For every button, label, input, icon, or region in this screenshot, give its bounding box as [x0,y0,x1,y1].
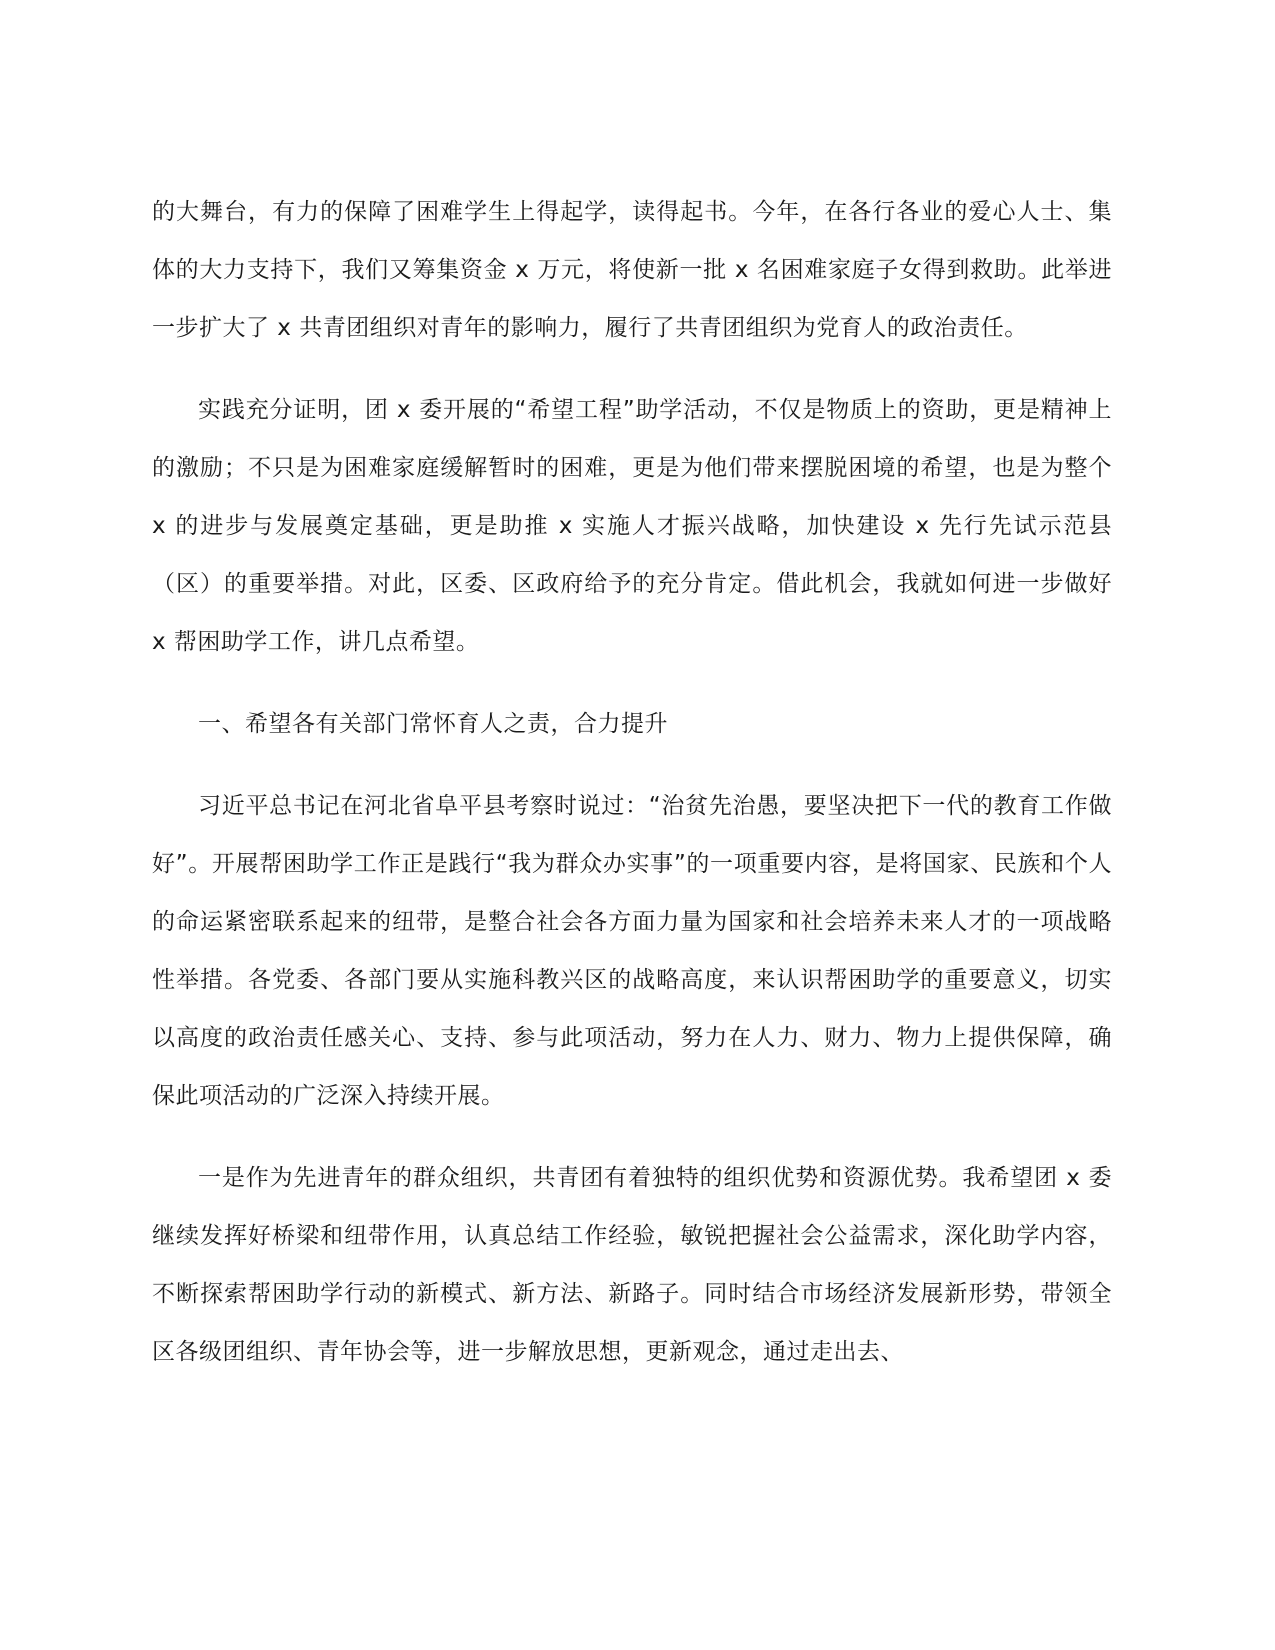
paragraph-xi-quote: 习近平总书记在河北省阜平县考察时说过：“治贫先治愚，要坚决把下一代的教育工作做好”。开展帮困助学工作正是践行“我为群众办实事”的一项重要内容，是将国家、民族和个人的命运紧密联系起来的纽带，是整合社会各方面力量为国家和社会培养未来人才的一项战略性举措。各党委、各部门要从实施科教兴区的战略高度，来认识帮困助学的重要意义，切实以高度的政治责任感关心、支持、参与此项活动，努力在人力、财力、物力上提供保障，确保此项活动的广泛深入持续开展。 [152,793,1112,1109]
section-heading-one: 一、希望各有关部门常怀育人之责，合力提升 [198,711,668,737]
paragraph-first-point: 一是作为先进青年的群众组织，共青团有着独特的组织优势和资源优势。我希望团 x 委继续发挥好桥梁和纽带作用，认真总结工作经验，敏锐把握社会公益需求，深化助学内容，不断探索帮困助学行动的新模式、新方法、新路子。同时结合市场经济发展新形势，带领全区各级团组织、青年协会等，进一步解放思想，更新观念，通过走出去、 [152,1165,1112,1365]
paragraph-practice-proof: 实践充分证明，团 x 委开展的“希望工程”助学活动，不仅是物质上的资助，更是精神上的激励；不只是为困难家庭缓解暂时的困难，更是为他们带来摆脱困境的希望，也是为整个 x 的进步与发展奠定基础，更是助推 x 实施人才振兴战略，加快建设 x 先行先试示范县（区）的重要举措。对此，区委、区政府给予的充分肯定。借此机会，我就如何进一步做好 x 帮困助学工作，讲几点希望。 [152,397,1112,655]
document-body [152,183,1112,1405]
paragraph-continuation: 的大舞台，有力的保障了困难学生上得起学，读得起书。今年，在各行各业的爱心人士、集体的大力支持下，我们又筹集资金 x 万元，将使新一批 x 名困难家庭子女得到救助。此举进一步扩大了 x 共青团组织对青年的影响力，履行了共青团组织为党育人的政治责任。 [152,199,1112,341]
